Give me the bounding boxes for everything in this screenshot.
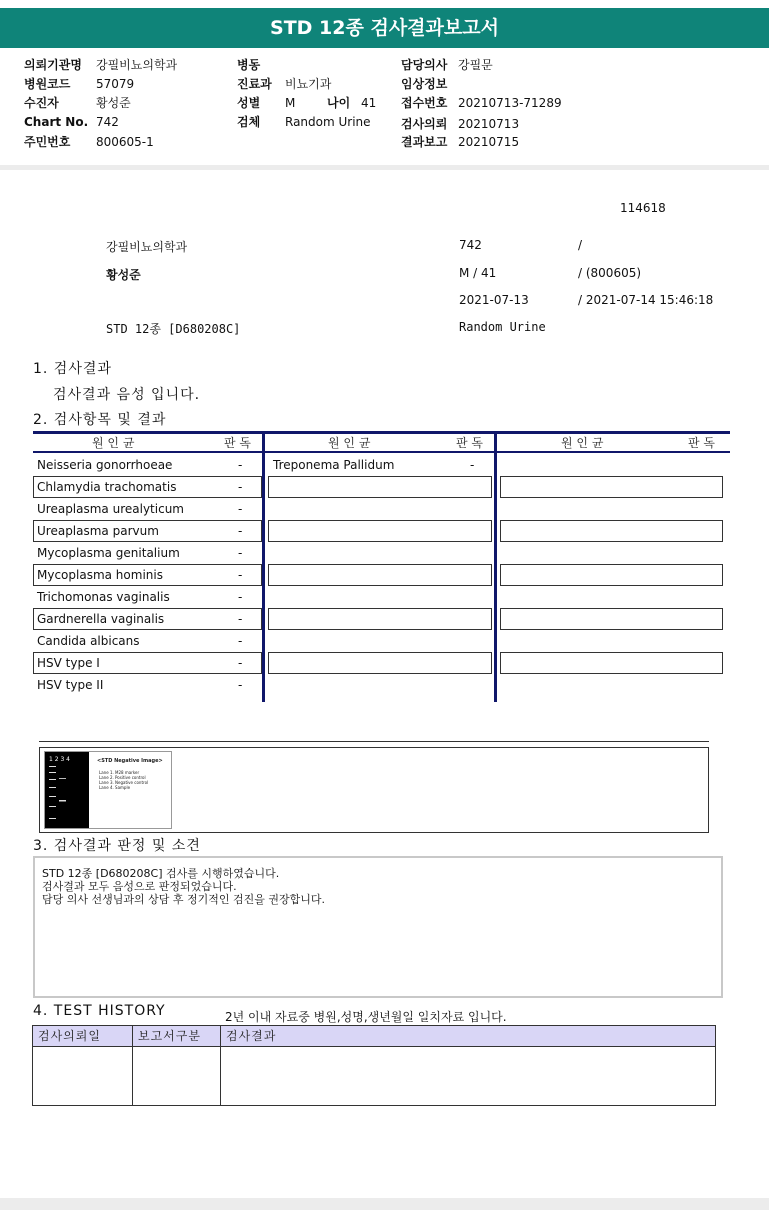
pathogen-result: -	[238, 612, 243, 626]
pathogen-name: HSV type II	[37, 678, 104, 692]
header-sex: 성별 M 나이 41	[237, 96, 377, 110]
info-hospital: 강필비뇨의학과	[106, 240, 188, 254]
info-test-name: STD 12종 [D680208C]	[106, 322, 241, 336]
image-top-line	[39, 741, 709, 742]
pathogen-name: Mycoplasma genitalium	[37, 546, 180, 560]
pathogen-name: Neisseria gonorrhoeae	[37, 458, 173, 472]
header-info	[0, 48, 769, 166]
history-col-result: 검사결과	[226, 1029, 277, 1043]
pathogen-result: -	[238, 634, 243, 648]
history-table	[32, 1025, 716, 1106]
header-patient: 수진자 황성준	[24, 96, 131, 110]
pathogen-result: -	[238, 524, 243, 538]
header-resident-no: 주민번호 800605-1	[24, 135, 154, 149]
row-box	[500, 608, 723, 630]
header-hospital-code: 병원코드 57079	[24, 77, 135, 91]
gel-image	[44, 751, 172, 829]
header-receipt-no: 접수번호 20210713-71289	[401, 96, 562, 110]
pathogen-name: HSV type I	[37, 656, 100, 670]
history-divider	[220, 1026, 221, 1105]
pathogen-name: Gardnerella vaginalis	[37, 612, 165, 626]
section-3-title: 3. 검사결과 판정 및 소견	[33, 838, 201, 854]
info-report-datetime: / 2021-07-14 15:46:18	[578, 293, 714, 307]
info-sex-age: M / 41	[459, 266, 497, 280]
table-header-judge-3: 판 독	[688, 436, 715, 450]
row-box	[268, 476, 492, 498]
report-title: STD 12종 검사결과보고서	[0, 8, 769, 48]
table-header-name-3: 원 인 균	[561, 436, 604, 450]
table-header-bottom-border	[33, 451, 730, 453]
pathogen-result: -	[238, 656, 243, 670]
gel-electrophoresis-image	[45, 752, 171, 828]
header-department: 진료과 비뇨기과	[237, 77, 332, 91]
row-box	[500, 652, 723, 674]
table-header-name-1: 원 인 균	[92, 436, 135, 450]
pathogen-name: Ureaplasma parvum	[37, 524, 159, 538]
section-1-result: 검사결과 음성 입니다.	[53, 387, 201, 403]
opinion-line: STD 12종 [D680208C] 검사를 시행하였습니다.	[42, 867, 280, 880]
pathogen-name: Chlamydia trachomatis	[37, 480, 177, 494]
pathogen-result: -	[238, 502, 243, 516]
pathogen-result: -	[238, 546, 243, 560]
header-chart-no: Chart No. 742	[24, 115, 119, 129]
section-4-title: 4. TEST HISTORY	[33, 1003, 166, 1019]
info-specimen: Random Urine	[459, 320, 546, 334]
info-birth: / (800605)	[578, 266, 642, 280]
page-footer	[0, 1198, 769, 1210]
history-col-report-type: 보고서구분	[138, 1029, 201, 1043]
table-divider-2	[494, 431, 497, 702]
row-box	[500, 476, 723, 498]
history-divider	[132, 1026, 133, 1105]
header-specimen: 검체 Random Urine	[237, 115, 371, 129]
row-box	[500, 564, 723, 586]
section-2-title: 2. 검사항목 및 결과	[33, 412, 167, 428]
info-patient: 황성준	[106, 268, 141, 282]
opinion-line: 검사결과 모두 음성으로 판정되었습니다.	[42, 880, 237, 893]
table-header-name-2: 원 인 균	[328, 436, 371, 450]
header-ward: 병동	[237, 58, 261, 72]
header-doctor: 담당의사 강필문	[401, 58, 493, 72]
gel-legend-1: Lane 1. M28 marker	[99, 770, 140, 775]
pathogen-name: Trichomonas vaginalis	[37, 590, 170, 604]
table-divider-1	[262, 431, 265, 702]
row-box	[268, 652, 492, 674]
gel-legend-4: Lane 4. Sample	[99, 785, 131, 790]
pathogen-name: Ureaplasma urealyticum	[37, 502, 184, 516]
pathogen-result: -	[238, 568, 243, 582]
section-1-title: 1. 검사결과	[33, 361, 112, 377]
pathogen-result: -	[238, 590, 243, 604]
gel-legend-2: Lane 2. Positive control	[99, 775, 146, 780]
pathogen-result: -	[470, 458, 475, 472]
header-separator	[0, 165, 769, 170]
header-clinical-info: 임상정보	[401, 77, 448, 91]
info-chart: 742	[459, 238, 482, 252]
pathogen-name: Candida albicans	[37, 634, 140, 648]
info-slash: /	[578, 238, 583, 252]
opinion-line: 담당 의사 선생님과의 상담 후 정기적인 검진을 권장합니다.	[42, 893, 325, 906]
gel-lane-numbers: 1 2 3 4	[49, 756, 70, 763]
table-header-judge-1: 판 독	[224, 436, 251, 450]
gel-title: <STD Negative Image>	[97, 758, 163, 764]
row-box	[500, 520, 723, 542]
header-hospital: 의뢰기관명 강필비뇨의학과	[24, 58, 178, 72]
row-box	[268, 564, 492, 586]
row-box	[268, 608, 492, 630]
header-report-date: 결과보고 20210715	[401, 135, 520, 149]
row-box	[268, 520, 492, 542]
pathogen-result: -	[238, 458, 243, 472]
pathogen-name: Mycoplasma hominis	[37, 568, 163, 582]
pathogen-result: -	[238, 480, 243, 494]
header-request-date: 검사의뢰 20210713	[401, 117, 520, 131]
report-number: 114618	[620, 201, 666, 215]
table-header-judge-2: 판 독	[456, 436, 483, 450]
pathogen-result: -	[238, 678, 243, 692]
table-top-border	[33, 431, 730, 434]
info-request-date: 2021-07-13	[459, 293, 529, 307]
history-col-request-date: 검사의뢰일	[38, 1029, 101, 1043]
gel-legend-3: Lane 3. Negative control	[99, 780, 149, 785]
history-note: 2년 이내 자료중 병원,성명,생년월일 일치자료 입니다.	[225, 1010, 507, 1024]
pathogen-name: Treponema Pallidum	[273, 458, 395, 472]
